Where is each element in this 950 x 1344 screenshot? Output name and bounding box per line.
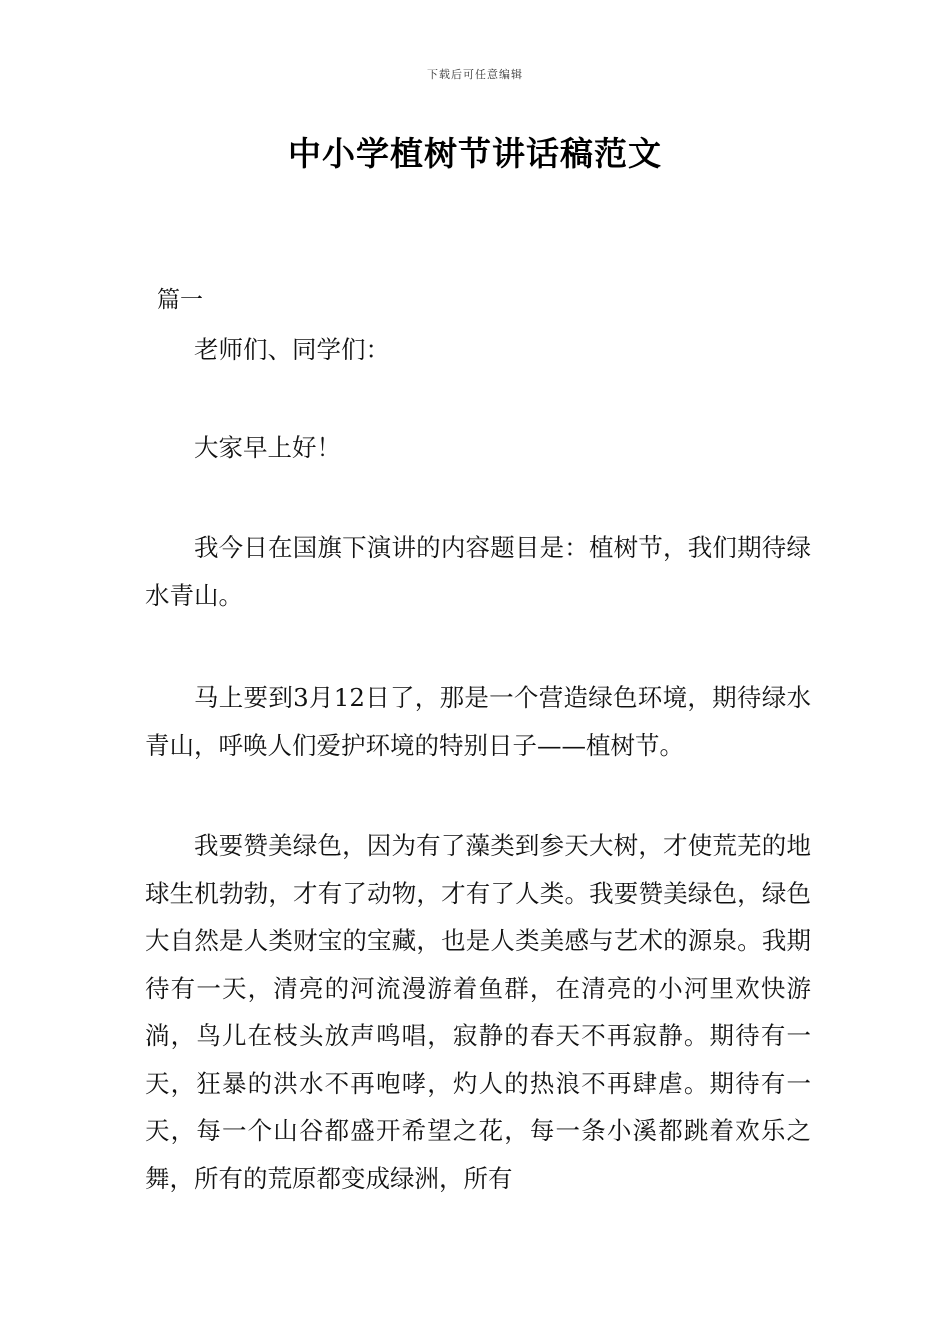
paragraph-praise-green: 我要赞美绿色，因为有了藻类到参天大树，才使荒芜的地球生机勃勃，才有了动物，才有了人类。我要赞美绿色，绿色大自然是人类财宝的宝藏，也是人类美感与艺术的源泉。我期待有一天，清亮的河流漫游着鱼群，在清亮的小河里欢快游淌，鸟儿在枝头放声鸣唱，寂静的春天不再寂静。期待有一天，狂暴的洪水不再咆哮，灼人的热浪不再肆虐。期待有一天，每一个山谷都盛开希望之花，每一条小溪都跳着欢乐之舞，所有的荒原都变成绿洲，所有 xyxy=(145,831,811,1193)
paragraph-arbor-day: 马上要到3月12日了，那是一个营造绿色环境，期待绿水青山，呼唤人们爱护环境的特别日子——植树节。 xyxy=(145,683,811,760)
paragraph-greeting: 老师们、同学们： xyxy=(194,335,390,364)
header-note: 下载后可任意编辑 xyxy=(427,68,523,81)
paragraph-topic: 我今日在国旗下演讲的内容题目是：植树节，我们期待绿水青山。 xyxy=(145,533,811,610)
section-label: 篇一 xyxy=(157,287,203,313)
document-title: 中小学植树节讲话稿范文 xyxy=(288,134,662,173)
paragraph-good-morning: 大家早上好！ xyxy=(194,433,341,462)
